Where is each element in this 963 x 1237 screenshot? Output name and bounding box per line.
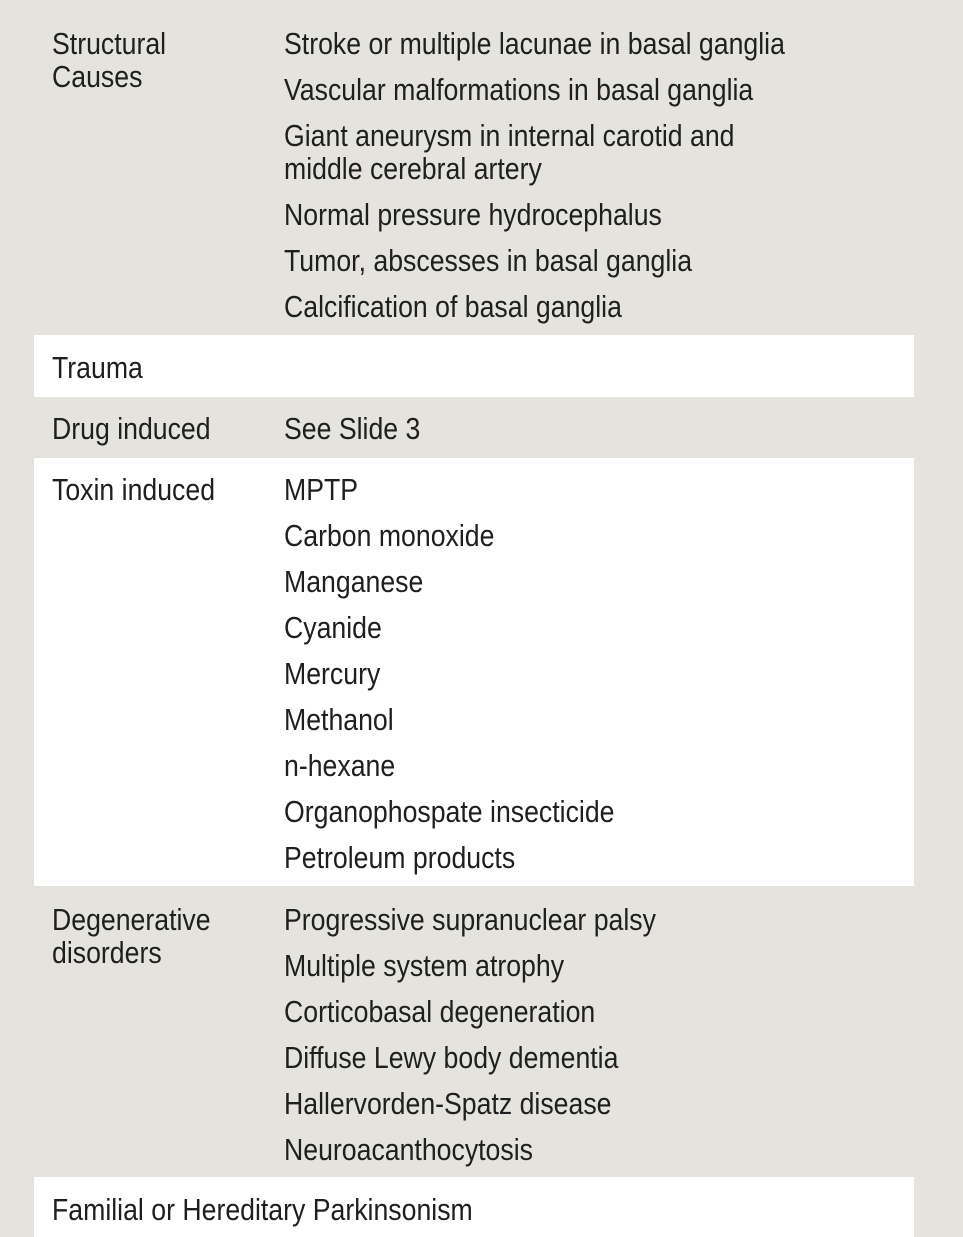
cause-list — [284, 412, 914, 458]
list-item: n-hexane — [284, 748, 396, 783]
category-label — [52, 903, 252, 1177]
table-row — [34, 458, 914, 886]
table-row — [34, 1177, 914, 1237]
list-item: MPTP — [284, 472, 359, 507]
category-label — [52, 412, 252, 458]
cause-list — [284, 27, 914, 335]
list-item: Neuroacanthocytosis — [284, 1132, 533, 1167]
category-label — [52, 351, 252, 397]
list-item: Stroke or multiple lacunae in basal ganglia — [284, 26, 785, 61]
list-item: Vascular malformations in basal ganglia — [284, 72, 754, 107]
table-row — [34, 0, 914, 335]
table-row — [34, 397, 914, 458]
category-line: Structural — [52, 26, 167, 61]
category-line: Toxin induced — [52, 472, 216, 507]
list-item: Petroleum products — [284, 840, 516, 875]
cause-list — [284, 351, 914, 397]
category-line: disorders — [52, 935, 162, 970]
category-label — [52, 1193, 793, 1237]
category-line: Causes — [52, 59, 143, 94]
cause-list — [284, 903, 914, 1177]
category-label — [52, 27, 252, 335]
list-item: Corticobasal degeneration — [284, 994, 596, 1029]
list-item: Hallervorden-Spatz disease — [284, 1086, 612, 1121]
list-item: Diffuse Lewy body dementia — [284, 1040, 619, 1075]
list-item: Mercury — [284, 656, 381, 691]
cause-list — [284, 473, 914, 886]
list-item: Giant aneurysm in internal carotid and middle cerebral artery — [284, 118, 735, 186]
category-line: Familial or Hereditary Parkinsonism — [52, 1192, 473, 1227]
list-item: Manganese — [284, 564, 424, 599]
table-row — [34, 335, 914, 397]
list-item: Normal pressure hydrocephalus — [284, 197, 662, 232]
category-line: Drug induced — [52, 411, 211, 446]
list-item: Calcification of basal ganglia — [284, 289, 622, 324]
category-label — [52, 473, 252, 886]
category-line: Degenerative — [52, 902, 211, 937]
list-item: Organophospate insecticide — [284, 794, 615, 829]
list-item: Carbon monoxide — [284, 518, 495, 553]
list-item: Methanol — [284, 702, 394, 737]
list-item: See Slide 3 — [284, 411, 421, 446]
list-item: Progressive supranuclear palsy — [284, 902, 656, 937]
table-row — [34, 886, 914, 1177]
list-item: Cyanide — [284, 610, 382, 645]
category-line: Trauma — [52, 350, 143, 385]
list-item: Tumor, abscesses in basal ganglia — [284, 243, 693, 278]
list-item: Multiple system atrophy — [284, 948, 565, 983]
